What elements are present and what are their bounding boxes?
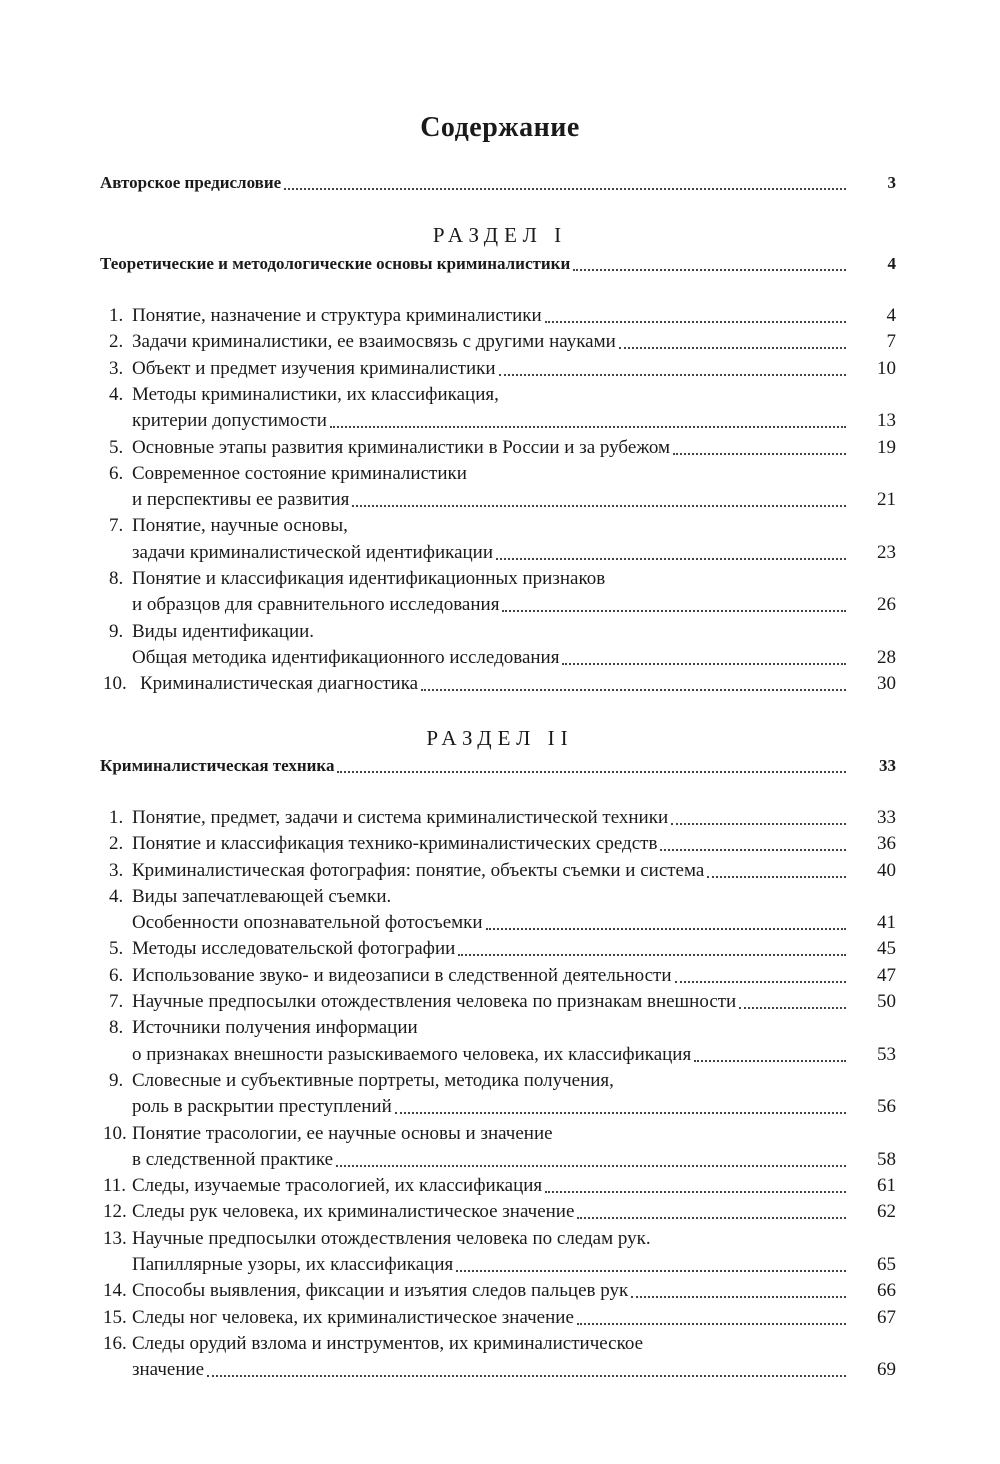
- dot-leader: [739, 989, 846, 1015]
- entry-line: [132, 461, 467, 487]
- entry-number: 12.: [103, 1201, 127, 1222]
- dot-leader: [395, 1094, 846, 1120]
- toc-entry[interactable]: [0, 884, 1000, 910]
- toc-entry[interactable]: [0, 1068, 1000, 1094]
- entry-text: Виды идентификации.: [132, 621, 315, 642]
- toc-entry[interactable]: [0, 1331, 1000, 1357]
- page-number: 33: [877, 807, 896, 828]
- entry-number: 6.: [109, 463, 124, 484]
- dot-leader: [456, 1252, 846, 1278]
- section-name[interactable]: [0, 251, 1000, 277]
- dot-leader: [458, 936, 846, 962]
- entry-line: [100, 753, 846, 779]
- entry-number: 5.: [109, 938, 124, 959]
- dot-leader: [499, 356, 846, 382]
- entry-number: 11.: [103, 1175, 127, 1196]
- entry-text: Криминалистическая фотография: понятие, объекты съемки и система: [132, 860, 705, 881]
- entry-line: [132, 645, 846, 671]
- entry-line: [132, 619, 314, 645]
- entry-number: 3.: [109, 860, 124, 881]
- toc-entry[interactable]: [0, 329, 1000, 355]
- page-title: Содержание: [420, 112, 580, 143]
- page-number: 41: [877, 912, 896, 933]
- page-number: 50: [877, 991, 896, 1012]
- entry-text: Понятие и классификация технико-криминалистических средств: [132, 833, 658, 854]
- page-number: 7: [886, 331, 896, 352]
- entry-text: и перспективы ее развития: [132, 489, 350, 510]
- entry-number: 8.: [109, 1017, 124, 1038]
- entry-line: [132, 910, 846, 936]
- entry-number: 6.: [109, 965, 124, 986]
- entry-number: 10.: [103, 673, 127, 694]
- toc-entry[interactable]: [0, 487, 1000, 513]
- toc-entry[interactable]: [0, 540, 1000, 566]
- entry-line: [132, 936, 846, 962]
- toc-entry[interactable]: [0, 566, 1000, 592]
- entry-text: Способы выявления, фиксации и изъятия следов пальцев рук: [132, 1280, 629, 1301]
- dot-leader: [694, 1042, 846, 1068]
- entry-text: Следы ног человека, их криминалистическое значение: [132, 1307, 574, 1328]
- entry-number: 10.: [103, 1123, 127, 1144]
- entry-number: 1.: [109, 305, 124, 326]
- section-name[interactable]: [0, 753, 1000, 779]
- toc-entry[interactable]: [0, 382, 1000, 408]
- entry-number: 8.: [109, 568, 124, 589]
- dot-leader: [545, 1173, 846, 1199]
- entry-line: [100, 170, 846, 196]
- entry-text: Виды запечатлевающей съемки.: [132, 886, 392, 907]
- entry-line: [132, 989, 846, 1015]
- toc-entry[interactable]: [0, 1121, 1000, 1147]
- toc-entry[interactable]: [0, 461, 1000, 487]
- dot-leader: [545, 303, 846, 329]
- entry-text: Понятие, предмет, задачи и система криминалистической техники: [132, 807, 669, 828]
- entry-line: [132, 435, 846, 461]
- toc-entry[interactable]: [0, 910, 1000, 936]
- dot-leader: [577, 1199, 846, 1225]
- page-number: 47: [877, 965, 896, 986]
- entry-text: Научные предпосылки отождествления человека по признакам внешности: [132, 991, 737, 1012]
- entry-text: Теоретические и методологические основы криминалистики: [100, 254, 571, 273]
- entry-line: [132, 303, 846, 329]
- page-number: 62: [877, 1201, 896, 1222]
- entry-number: 9.: [109, 621, 124, 642]
- page-number: 45: [877, 938, 896, 959]
- toc-entry[interactable]: [0, 671, 1000, 697]
- toc-entry[interactable]: [0, 1094, 1000, 1120]
- entry-text: Криминалистическая диагностика: [140, 673, 419, 694]
- toc-entry[interactable]: [0, 989, 1000, 1015]
- section-heading: РАЗДЕЛ II: [426, 726, 574, 750]
- entry-text: Источники получения информации: [132, 1017, 418, 1038]
- entry-text: и образцов для сравнительного исследования: [132, 594, 500, 615]
- entry-text: критерии допустимости: [132, 410, 327, 431]
- toc-entry[interactable]: [0, 619, 1000, 645]
- entry-line: [132, 1121, 553, 1147]
- toc-entry[interactable]: [0, 1147, 1000, 1173]
- entry-line: [132, 884, 391, 910]
- entry-line: [132, 329, 846, 355]
- dot-leader: [671, 805, 846, 831]
- page-number: 67: [877, 1307, 896, 1328]
- page-number: 4: [887, 254, 896, 273]
- page-number: 36: [877, 833, 896, 854]
- entry-line: [132, 1199, 846, 1225]
- entry-line: [132, 963, 846, 989]
- toc-entry[interactable]: [0, 805, 1000, 831]
- entry-text: в следственной практике: [132, 1149, 334, 1170]
- toc-entry[interactable]: [0, 1199, 1000, 1225]
- page-number: 26: [877, 594, 896, 615]
- entry-line: [132, 1173, 846, 1199]
- page-number: 61: [877, 1175, 896, 1196]
- entry-line: [132, 513, 348, 539]
- toc-entry[interactable]: [0, 936, 1000, 962]
- entry-text: Основные этапы развития криминалистики в России и за рубежом: [132, 437, 671, 458]
- page-number: 28: [877, 647, 896, 668]
- dot-leader: [660, 831, 846, 857]
- dot-leader: [673, 435, 846, 461]
- entry-line: [100, 251, 846, 277]
- entry-text: Общая методика идентификационного исследования: [132, 647, 560, 668]
- entry-text: Современное состояние криминалистики: [132, 463, 467, 484]
- toc-entry[interactable]: [0, 1357, 1000, 1383]
- page-number: 19: [877, 437, 896, 458]
- toc-entry[interactable]: [0, 1305, 1000, 1331]
- entry-text: Объект и предмет изучения криминалистики: [132, 358, 496, 379]
- entry-line: [132, 831, 846, 857]
- entry-text: Научные предпосылки отождествления человека по следам рук.: [132, 1228, 651, 1249]
- entry-text: Следы, изучаемые трасологией, их классификация: [132, 1175, 543, 1196]
- entry-line: [132, 566, 605, 592]
- entry-text: роль в раскрытии преступлений: [132, 1096, 392, 1117]
- toc-entry[interactable]: [0, 1226, 1000, 1252]
- entry-line: [132, 356, 846, 382]
- entry-line: [132, 1252, 846, 1278]
- page-number: 40: [877, 860, 896, 881]
- dot-leader: [421, 671, 846, 697]
- dot-leader: [707, 858, 846, 884]
- entry-line: [132, 487, 846, 513]
- entry-line: [132, 1094, 846, 1120]
- entry-text: значение: [132, 1359, 205, 1380]
- toc-entry[interactable]: [0, 1042, 1000, 1068]
- toc-entry[interactable]: [0, 1173, 1000, 1199]
- toc-entry[interactable]: [0, 1278, 1000, 1304]
- entry-line: [132, 1226, 651, 1252]
- page-number: 10: [877, 358, 896, 379]
- dot-leader: [502, 592, 846, 618]
- entry-text: о признаках внешности разыскиваемого человека, их классификация: [132, 1044, 692, 1065]
- dot-leader: [562, 645, 846, 671]
- page-number: 66: [877, 1280, 896, 1301]
- dot-leader: [284, 170, 846, 196]
- dot-leader: [631, 1278, 846, 1304]
- dot-leader: [330, 408, 846, 434]
- entry-text: Словесные и субъективные портреты, методика получения,: [132, 1070, 614, 1091]
- section-heading: РАЗДЕЛ I: [432, 223, 568, 247]
- entry-number: 4.: [109, 384, 124, 405]
- dot-leader: [573, 251, 846, 277]
- page-number: 23: [877, 542, 896, 563]
- toc-entry[interactable]: [0, 435, 1000, 461]
- page-number: 4: [886, 305, 896, 326]
- dot-leader: [496, 540, 846, 566]
- toc-entry[interactable]: [0, 963, 1000, 989]
- page-number: 65: [877, 1254, 896, 1275]
- entry-text: Авторское предисловие: [100, 173, 282, 192]
- entry-line: [132, 1015, 418, 1041]
- entry-text: Папиллярные узоры, их классификация: [132, 1254, 454, 1275]
- entry-text: Понятие трасологии, ее научные основы и значение: [132, 1123, 553, 1144]
- entry-number: 15.: [103, 1307, 127, 1328]
- page-number: 69: [877, 1359, 896, 1380]
- entry-line: [132, 1147, 846, 1173]
- entry-text: задачи криминалистической идентификации: [132, 542, 494, 563]
- dot-leader: [352, 487, 846, 513]
- entry-line: [140, 671, 846, 697]
- entry-line: [132, 1042, 846, 1068]
- toc-entry[interactable]: [0, 858, 1000, 884]
- entry-text: Методы исследовательской фотографии: [132, 938, 456, 959]
- entry-text: Понятие и классификация идентификационных признаков: [132, 568, 606, 589]
- entry-line: [132, 805, 846, 831]
- entry-line: [132, 408, 846, 434]
- entry-number: 2.: [109, 833, 124, 854]
- entry-line: [132, 858, 846, 884]
- toc-entry[interactable]: [0, 1252, 1000, 1278]
- entry-text: Методы криминалистики, их классификация,: [132, 384, 499, 405]
- dot-leader: [675, 963, 846, 989]
- page-number: 13: [877, 410, 896, 431]
- toc-entry[interactable]: [0, 1015, 1000, 1041]
- page-number: 3: [887, 173, 896, 192]
- dot-leader: [336, 1147, 846, 1173]
- dot-leader: [207, 1357, 846, 1383]
- entry-number: 16.: [103, 1333, 127, 1354]
- entry-line: [132, 1357, 846, 1383]
- entry-text: Задачи криминалистики, ее взаимосвязь с другими науками: [132, 331, 616, 352]
- entry-number: 9.: [109, 1070, 124, 1091]
- page-number: 56: [877, 1096, 896, 1117]
- dot-leader: [619, 329, 846, 355]
- entry-number: 14.: [103, 1280, 127, 1301]
- entry-text: Следы рук человека, их криминалистическое значение: [132, 1201, 575, 1222]
- entry-line: [132, 382, 499, 408]
- entry-text: Следы орудий взлома и инструментов, их криминалистическое: [132, 1333, 644, 1354]
- entry-text: Понятие, научные основы,: [132, 515, 348, 536]
- page-number: 53: [877, 1044, 896, 1065]
- toc-entry[interactable]: [0, 513, 1000, 539]
- entry-text: Использование звуко- и видеозаписи в следственной деятельности: [132, 965, 672, 986]
- entry-number: 1.: [109, 807, 124, 828]
- entry-text: Криминалистическая техника: [100, 756, 335, 775]
- entry-number: 2.: [109, 331, 124, 352]
- entry-number: 5.: [109, 437, 124, 458]
- page-number: 58: [877, 1149, 896, 1170]
- toc-entry[interactable]: [0, 645, 1000, 671]
- entry-number: 13.: [103, 1228, 127, 1249]
- entry-line: [132, 1278, 846, 1304]
- entry-text: Понятие, назначение и структура криминалистики: [132, 305, 542, 326]
- page-number: 33: [879, 756, 896, 775]
- entry-number: 3.: [109, 358, 124, 379]
- dot-leader: [486, 910, 846, 936]
- entry-number: 7.: [109, 991, 124, 1012]
- page-number: 30: [877, 673, 896, 694]
- page-number: 21: [877, 489, 896, 510]
- dot-leader: [337, 753, 846, 779]
- toc-entry[interactable]: [0, 356, 1000, 382]
- entry-line: [132, 540, 846, 566]
- entry-number: 4.: [109, 886, 124, 907]
- toc-entry[interactable]: [0, 592, 1000, 618]
- entry-text: Особенности опознавательной фотосъемки: [132, 912, 483, 933]
- toc-entry-preface[interactable]: [0, 170, 1000, 196]
- entry-line: [132, 1068, 614, 1094]
- toc-entry[interactable]: [0, 831, 1000, 857]
- entry-line: [132, 592, 846, 618]
- toc-entry[interactable]: [0, 408, 1000, 434]
- entry-line: [132, 1305, 846, 1331]
- entry-number: 7.: [109, 515, 124, 536]
- toc-entry[interactable]: [0, 303, 1000, 329]
- entry-line: [132, 1331, 643, 1357]
- dot-leader: [577, 1305, 846, 1331]
